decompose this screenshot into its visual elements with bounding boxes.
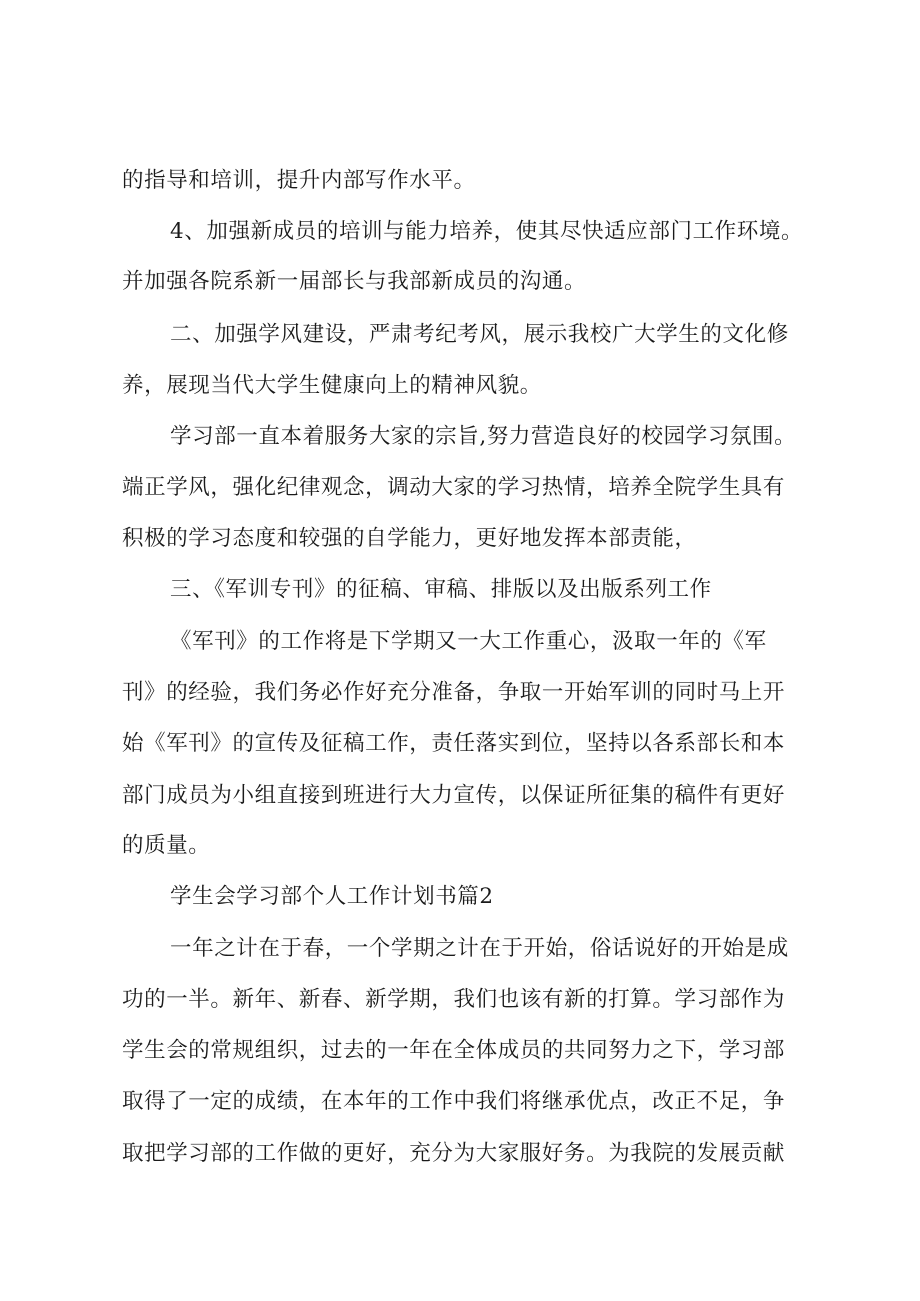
text-line: 的指导和培训，提升内部写作水平。 xyxy=(122,168,476,193)
text-line: 取把学习部的工作做的更好，充分为大家服好务。为我院的发展贡献 xyxy=(122,1141,786,1166)
section-heading: 二、加强学风建设，严肃考纪考风，展示我校广大学生的文化修 xyxy=(170,322,789,347)
text-line: 并加强各院系新一届部长与我部新成员的沟通。 xyxy=(122,269,587,294)
text-line: 功的一半。新年、新春、新学期，我们也该有新的打算。学习部作为 xyxy=(122,987,786,1012)
text-line: 学生会的常规组织，过去的一年在全体成员的共同努力之下，学习部 xyxy=(122,1038,786,1063)
text-line: 刊》的经验，我们务必作好充分准备，争取一开始军训的同时马上开 xyxy=(122,680,786,705)
text-line: 积极的学习态度和较强的自学能力，更好地发挥本部责能， xyxy=(122,526,697,551)
text-line: 的质量。 xyxy=(122,833,211,858)
text-line: 养，展现当代大学生健康向上的精神风貌。 xyxy=(122,373,542,398)
text-line: 一年之计在于春，一个学期之计在于开始，俗话说好的开始是成 xyxy=(170,936,789,961)
text-line: 取得了一定的成绩，在本年的工作中我们将继承优点，改正不足，争 xyxy=(122,1089,786,1114)
section-heading: 三、《军训专刊》的征稿、审稿、排版以及出版系列工作 xyxy=(170,577,712,602)
text-line: 学习部一直本着服务大家的宗旨,努力营造良好的校园学习氛围。 xyxy=(170,424,797,449)
text-line: 端正学风，强化纪律观念，调动大家的学习热情，培养全院学生具有 xyxy=(122,475,786,500)
text-line: 4、加强新成员的培训与能力培养，使其尽快适应部门工作环境。 xyxy=(170,219,804,244)
article-title: 学生会学习部个人工作计划书篇2 xyxy=(170,884,494,909)
text-line: 始《军刊》的宣传及征稿工作，责任落实到位，坚持以各系部长和本 xyxy=(122,731,786,756)
text-line: 部门成员为小组直接到班进行大力宣传，以保证所征集的稿件有更好 xyxy=(122,783,786,808)
text-line: 《军刊》的工作将是下学期又一大工作重心，汲取一年的《军 xyxy=(170,629,767,654)
